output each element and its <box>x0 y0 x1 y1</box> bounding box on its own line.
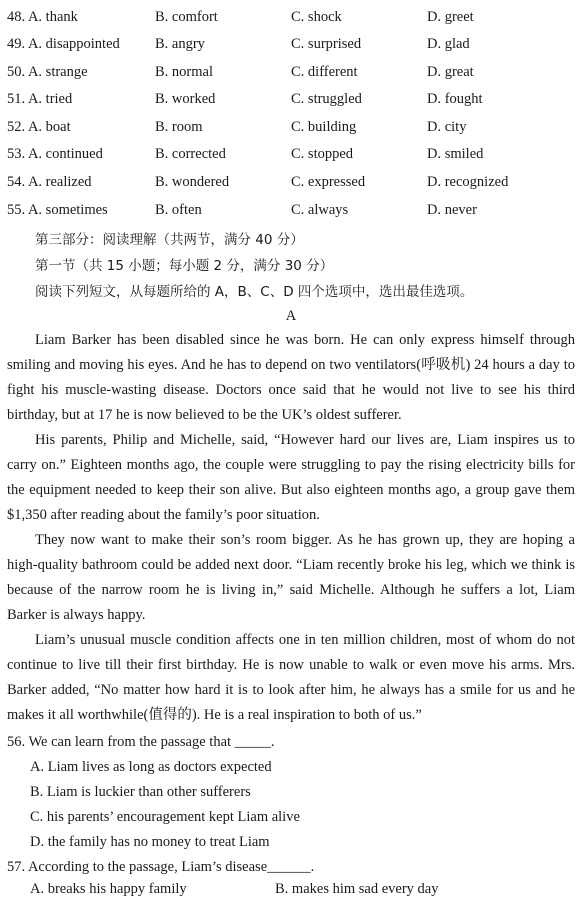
question-57-choice-a: A. breaks his happy family <box>30 881 187 897</box>
part-three-heading: 第三部分：阅读理解（共两节，满分 40 分） <box>35 232 304 248</box>
question-57-choice-b: B. makes him sad every day <box>275 881 439 897</box>
option-c: C. shock <box>291 9 342 25</box>
option-a: 49. A. disappointed <box>7 36 120 52</box>
option-d: D. fought <box>427 91 483 107</box>
passage-paragraph-2: His parents, Philip and Michelle, said, “However hard our lives are, Liam inspires us to carry on.” Eighteen months ago, the couple were struggling to pay the rising electricity bills for the equipment needed to keep their son alive. But also eighteen months ago, a group gave them $1,350 after reading about the family’s poor situation. <box>7 432 575 523</box>
option-b: B. worked <box>155 91 216 107</box>
option-a: 55. A. sometimes <box>7 202 108 218</box>
option-a: 52. A. boat <box>7 119 71 135</box>
passage-title: A <box>285 308 297 324</box>
option-c: C. struggled <box>291 91 362 107</box>
reading-instruction: 阅读下列短文，从每题所给的 A，B、C、D 四个选项中，选出最佳选项。 <box>35 284 474 300</box>
option-b: B. angry <box>155 36 205 52</box>
option-d: D. recognized <box>427 174 509 190</box>
option-b: B. normal <box>155 64 213 80</box>
option-b: B. wondered <box>155 174 230 190</box>
option-d: D. great <box>427 64 474 80</box>
option-d: D. greet <box>427 9 474 25</box>
option-b: B. room <box>155 119 203 135</box>
question-56-choice-c: C. his parents’ encouragement kept Liam alive <box>30 809 300 825</box>
option-c: C. different <box>291 64 358 80</box>
option-b: B. comfort <box>155 9 218 25</box>
question-56-stem: 56. We can learn from the passage that _____. <box>7 734 275 750</box>
option-c: C. surprised <box>291 36 362 52</box>
passage-paragraph-3: They now want to make their son’s room bigger. As he has grown up, they are hoping a high-quality bathroom could be added next door. “Liam recently broke his leg, which we think is because of the narrow room he is living in,” said Michelle. Although he suffers a lot, Liam Barker is always happy. <box>7 532 575 623</box>
section-one-heading: 第一节（共 15 小题；每小题 2 分，满分 30 分） <box>35 258 334 274</box>
option-a: 51. A. tried <box>7 91 73 107</box>
option-d: D. city <box>427 119 467 135</box>
option-c: C. building <box>291 119 357 135</box>
option-b: B. corrected <box>155 146 226 162</box>
passage-paragraph-1: Liam Barker has been disabled since he was born. He can only express himself through smiling and moving his eyes. And he has to depend on two ventilators(呼吸机) 24 hours a day to fight his muscle-wasting disease. Doctors once said that he would not live to see his third birthday, but at 17 he is now believed to be the UK’s oldest sufferer. <box>7 332 575 423</box>
option-a: 53. A. continued <box>7 146 103 162</box>
option-c: C. always <box>291 202 349 218</box>
option-d: D. glad <box>427 36 470 52</box>
option-b: B. often <box>155 202 202 218</box>
question-56-choice-d: D. the family has no money to treat Liam <box>30 834 270 850</box>
option-c: C. expressed <box>291 174 366 190</box>
option-a: 54. A. realized <box>7 174 92 190</box>
passage-paragraph-4: Liam’s unusual muscle condition affects one in ten million children, most of whom do not continue to live till their first birthday. He is now unable to walk or even move his arms. Mrs. Barker added, “No matter how hard it is to look after him, he always has a smile for us and he makes it all worthwhile(值得的). He is a real inspiration to both of us.” <box>7 632 575 723</box>
question-56-choice-b: B. Liam is luckier than other sufferers <box>30 784 251 800</box>
option-d: D. never <box>427 202 477 218</box>
option-a: 48. A. thank <box>7 9 78 25</box>
option-a: 50. A. strange <box>7 64 88 80</box>
question-57-stem: 57. According to the passage, Liam’s disease______. <box>7 859 315 875</box>
option-d: D. smiled <box>427 146 484 162</box>
question-56-choice-a: A. Liam lives as long as doctors expected <box>30 759 272 775</box>
option-c: C. stopped <box>291 146 354 162</box>
